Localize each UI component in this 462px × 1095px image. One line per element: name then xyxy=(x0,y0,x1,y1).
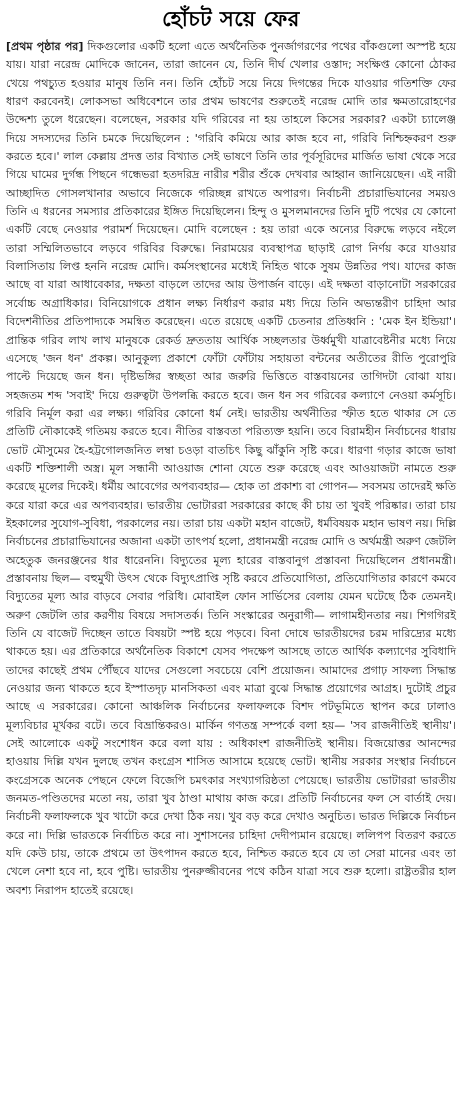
article-headline: হোঁচট সয়ে ফের xyxy=(162,7,300,31)
article-body-text: দিকগুলোর একটি হলো এতে অর্থনৈতিক পুনর্জাগরণের পথের বাঁকগুলো অস্পষ্ট হয়ে যায়। যারা নরেন্দ্র মোদিকে জানেন, তারা জানেন যে, তিনি দীর্ঘ খেলার ওস্তাদ; সংক্ষিপ্ত কোনো ঠোকর খেয়ে পথচ্যুত হওয়ার মানুষ তিনি নন। তিনি হোঁচট সয়ে নিয়ে দিগন্তের দিকে যাওয়ার গতিশক্তি ফের ধারণ করবেনই। লোকসভা অধিবেশনে তার প্রথম ভাষণের শুরুতেই নরেন্দ্র মোদি তার ক্ষমতারোহণের উদ্দেশ্য তুলে ধরেছেন। বলেছেন, সরকার যদি গরিবের না হয় তাহলে কিসের সরকার? একটা চ্যালেঞ্জ দিয়ে সদস্যদের তিনি চমকে দিয়েছিলেন : 'গরিবি কমিয়ে আর কাজ হবে না, গরিবি নিশ্চিহ্নকরণ শুরু করতে হবে।' লাল কেল্লায় প্রদত্ত তার বিখ্যাত সেই ভাষণে তিনি তার পূর্বসূরিদের মার্জিত ভাষা থেকে সরে গিয়ে ঘামের দুর্গন্ধ পিছনে গন্ধেভরা হতদরিদ্র নারীর শরীর শুঁকে দেখবার আহ্বান জানিয়েছেন। এই নারী আচ্ছাদিত গোসলখানার অভাবে নিজেকে গরিচ্ছন্ন রাখতে অপারগ। নির্বাচনী প্রচারাভিযানের সময়ও তিনি এ ধরনের সমস্যার প্রতিকারের ইঙ্গিত দিয়েছিলেন। হিন্দু ও মুসলমানদের তিনি দুটি পথের যে কোনো একটি বেছে নেওয়ার পরামর্শ দিয়েছেন। মোদি বলেছেন : হয় তারা একে অন্যের বিরুদ্ধে লড়বে নইলে তারা সম্মিলিতভাবে লড়বে গরিবির বিরুদ্ধে। নিরাময়ের ব্যবস্থাপত্র ছাড়াই রোগ নির্ণয় করে যাওয়ার বিলাসিতায় লিপ্ত হননি নরেন্দ্র মোদি। কর্মসংস্থানের মধ্যেই নিহিত থাকে সুষম উন্নতির পথ। যাদের কাজ আছে বা যারা আধাবেকার, দক্ষতা বাড়লে তাদের আয় উপার্জন বাড়ে। এই দক্ষতা বাড়ানোটা সরকারের সর্বোচ্চ অগ্রাধিকার। বিনিয়োগকে প্রধান লক্ষ্য নির্ধারণ করার মধ্য দিয়ে তিনি অভ্যন্তরীণ চাহিদা আর বিদেশনীতির প্রতিপাদ্যকে সমন্বিত করেছেন। এতে রয়েছে একটি চেতনার প্রতিধ্বনি : 'মেক ইন ইন্ডিয়া'। প্রান্তিক গরিব লাখ লাখ মানুষকে রেকর্ড দ্রুততায় আর্থিক সচ্ছলতার উর্ধ্বমুখী যাত্রাবেষ্টনীর মধ্যে নিয়ে এসেছে 'জন ধন' প্রকল্প। আনুকূল্য প্রকাশে ফোঁটা ফোঁটায় সহায়তা বন্টনের অতীতের রীতি পুরোপুরি পাল্টে দিয়েছে জন ধন। দৃষ্টিভঙ্গির স্বচ্ছতা আর জরুরি ভিত্তিতে বাস্তবায়নের তাগিদটা বোঝা যায়। সহজতম শব্দ 'সবাই' দিয়ে গুরুত্বটা উপলব্ধি করতে হবে। জন ধন সব গরিবের কল্যাণে নেওয়া কর্মসূচি। গরিবি নির্মূল করা এর লক্ষ্য। গরিবির কোনো ধর্ম নেই। ভারতীয় অর্থনীতির স্ফীত হতে থাকার সে তে প্রতিটি নৌকাকেই গতিময় করতে হবে। নীতির বাস্তবতা পরিত্যক্ত হয়নি। তবে বিরামহীন নির্বাচনের ধারায় ভোট মৌসুমের হৈ-হট্টগোলজনিত লম্বা চওড়া বাতচিৎ কিছু ঝাঁকুনি সৃষ্টি করে। ধারণা গড়ার কাজে ভাষা একটি শক্তিশালী অস্ত্র। মূল সন্ধানী আওয়াজ শোনা যেতে শুরু করেছে এবং আওয়াজটা নামতে শুরু করেছে মূলের দিকেই। ধর্মীয় আবেগের অপব্যবহার— হোক তা প্রকাশ্য বা গোপন— সবসময় তাদেরই ক্ষতি করে যারা করে এর অপব্যবহার। ভারতীয় ভোটাররা সরকারের কাছে কী চায় তা খুবই পরিষ্কার। তারা চায় ইহকালের সুযোগ-সুবিধা, পরকালের নয়। তারা চায় একটা মহান বাজেট, ধর্মবিষয়ক মহান ভাষণ নয়। দিল্লি নির্বাচনের প্রচারাভিযানের অজানা একটা তাৎপর্য হলো, প্রধানমন্ত্রী নরেন্দ্র মোদি ও অর্থমন্ত্রী অরুণ জেটলি অহেতুক জনরঞ্জনের ধার ধারেননি। বিদ্যুতের মূল্য হারের বাস্তবানুগ প্রস্তাবনা দিয়েছিলেন প্রধানমন্ত্রী। প্রস্তাবনায় ছিল— বহুমুখী উৎস থেকে বিদ্যুৎপ্রাপ্তি সৃষ্টি করবে প্রতিযোগিতা, প্রতিযোগিতার কারণে কমবে বিদ্যুতের মূল্য আর বাড়বে সেবার পরিধি। মোবাইল ফোন সার্ভিসের বেলায় যেমন ঘটেছে ঠিক তেমনই। অরুণ জেটলি তার করণীয় বিষয়ে সদাসতর্ক। তিনি সংস্কারের অনুরাগী— লাগামহীনতার নয়। শিগগিরই তিনি যে বাজেট দিচ্ছেন তাতে বিষয়টা স্পষ্ট হয়ে পড়বে। বিনা দোষে ভারতীয়দের চরম দারিদ্র্যের মধ্যে থাকতে হয়। এর প্রতিকারে অর্থনৈতিক বিকাশে যেসব পদক্ষেপ আসছে তাতে আর্থিক কল্যাণের সুবিধাদি তাদের কাছেই প্রথম পৌঁছবে যাদের সেগুলো সবচেয়ে বেশি প্রয়োজন। আমাদের প্রগাঢ় সাফল্য সিদ্ধান্ত নেওয়ার জন্য থাকতে হবে ইস্পাতদৃঢ় মানসিকতা এবং মাত্রা বুঝে সিদ্ধান্ত প্রয়োগের আগ্রহ। দুটোই প্রচুর আছে এ সরকারের। কোনো আঞ্চলিক নির্বাচনের ফলাফলকে বিশদ পটভূমিতে স্থাপন করে ঢালাও মূল্যবিচার মূর্খকর বটে। তবে বিভ্রান্তিকরও। মার্কিন গণতন্ত্র সম্পর্কে বলা হয়— 'সব রাজনীতিই স্থানীয়'। সেই আলোকে একটু সংশোধন করে বলা যায় : অধিকাংশ রাজনীতিই স্থানীয়। বিজয়োত্তর আনন্দের হাওয়ায় দিল্লি যখন দুলছে তখন কংগ্রেস শাসিত আসামে হয়েছে ভোট। স্থানীয় সরকার সংস্থার নির্বাচনে কংগ্রেসকে অনেক পেছনে ফেলে বিজেপি চমৎকার সংখ্যাগরিষ্ঠতা পেয়েছে। ভারতীয় ভোটাররা ভারতীয় জনমত-পণ্ডিতদের মতো নয়, তারা খুব ঠাণ্ডা মাথায় কাজ করে। প্রতিটি নির্বাচনের ফল সে বার্তাই দেয়। নির্বাচনী ফলাফলকে খুব খাটো করে দেখা ঠিক নয়। খুব বড় করে দেখাও অনুচিত। ভারত দিল্লিকে নির্বাচন করে না। দিল্লি ভারতকে নির্বাচিত করে না। সুশাসনের চাহিদা দেদীপ্যমান রয়েছে। ললিপপ বিতরণ করতে যদি কেউ চায়, তাকে প্রথমে তা উৎপাদন করতে হবে, নিশ্চিত করতে হবে যে তা সেরা মানের এবং তা খেলে নেশা হবে না, হবে পুষ্টি। ভারতীয় পুনরুজ্জীবনের পথে কঠিন যাত্রা সবে শুরু হলো। রাষ্ট্রতরীর হাল অবশ্য নিরাপদ হাতেই রয়েছে। xyxy=(6,40,457,897)
continued-from-marker: [প্রথম পৃষ্ঠার পর] xyxy=(6,40,84,53)
article-body xyxy=(6,38,456,900)
